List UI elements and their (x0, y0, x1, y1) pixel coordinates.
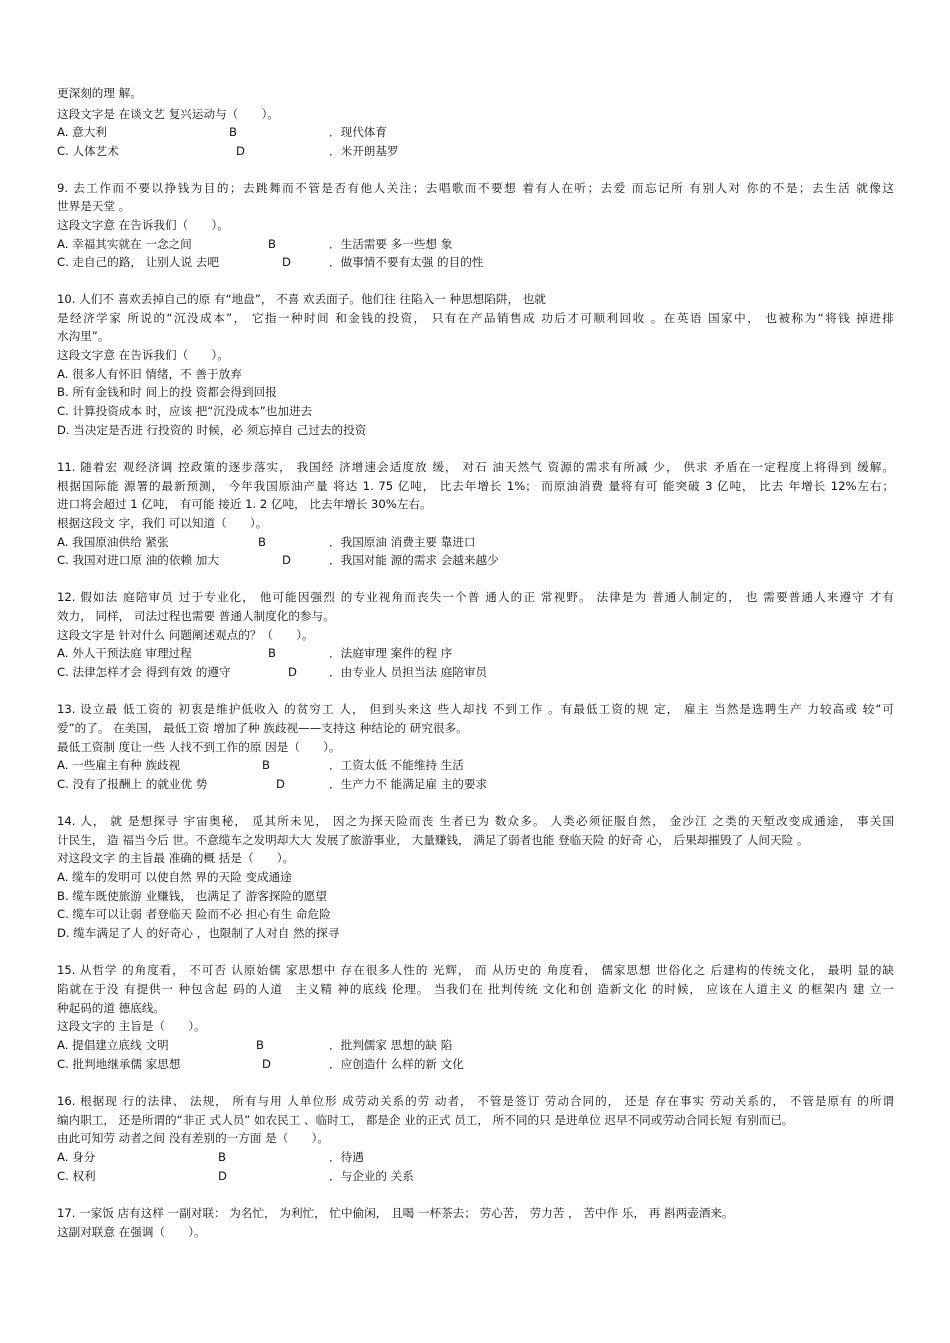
q12-text-line: 12. 假如法 庭陪审员 过于专业化， 他可能因强烈 的专业视角而丧失一个普 通人的正 常视野。 法律是为 普通人制定的， 也 需要普通人来遵守 才有 (57, 590, 894, 604)
q9-option-b-text: ．生活需要 多一些想 象 (329, 237, 453, 251)
q16-option-b-text: ．待遇 (329, 1150, 364, 1164)
q10-option-d: D. 当决定是否进 行投资的 时候，必 须忘掉自 己过去的投资 (57, 423, 367, 437)
intro-question-stem: 这段文字是 在谈文艺 复兴运动与（ ）。 (57, 107, 279, 121)
q15-option-a: A. 提倡建立底线 文明 (57, 1038, 169, 1052)
q15-question-stem: 这段文字的 主旨是（ ）。 (57, 1019, 206, 1033)
q15-option-b-text: ．批判儒家 思想的缺 陷 (329, 1038, 453, 1052)
q16-option-a: A. 身分 (57, 1150, 96, 1164)
q11-question-stem: 根据这段文 字，我们 可以知道（ ）。 (57, 516, 268, 530)
q16-option-d-letter: D (218, 1169, 227, 1183)
q11-text-line: 进口将会超过 1 亿吨， 有可能 接近 1. 2 亿吨， 比去年增长 30%左右。 (57, 497, 432, 511)
q11-option-c: C. 我国对进口原 油的依赖 加大 (57, 553, 219, 567)
q15-option-d-letter: D (262, 1057, 271, 1071)
q14-option-a: A. 缆车的发明可 以使自然 界的天险 变成通途 (57, 870, 292, 884)
q11-text-line: 11. 随着宏 观经济调 控政策的逐步落实， 我国经 济增速会适度放 缓， 对石 油天然气 资源的需求有所减 少， 供求 矛盾在一定程度上将得到 缓解。 (57, 460, 894, 474)
q15-option-d-text: ．应创造什 么样的新 文化 (329, 1057, 464, 1071)
q13-text-line: 爱”的了。 在美国， 最低工资 增加了种 族歧视——支持这 种结论的 研究很多。 (57, 721, 468, 735)
q17-text-line: 17. 一家饭 店有这样 一副对联： 为名忙， 为利忙， 忙中偷闲， 且喝 一杯茶去； 劳心苦， 劳力苦 ， 苦中作 乐， 再 斟两壶酒来。 (57, 1206, 734, 1220)
q10-option-b: B. 所有金钱和时 间上的投 资都会得到回报 (57, 385, 277, 399)
q14-option-c: C. 缆车可以让弱 者登临天 险而不必 担心有生 命危险 (57, 907, 331, 921)
q9-option-d-text: ．做事情不要有太强 的目的性 (329, 255, 484, 269)
q14-option-d: D. 缆车满足了人 的好奇心 ，也限制了人对自 然的探寻 (57, 926, 340, 940)
q12-option-b-text: ．法庭审理 案件的程 序 (329, 646, 453, 660)
q14-option-b: B. 缆车既使旅游 业赚钱， 也满足了 游客探险的愿望 (57, 889, 327, 903)
q12-option-a: A. 外人干预法庭 审理过程 (57, 646, 192, 660)
q13-question-stem: 最低工资制 度让一些 人找不到工作的原 因是（ ）。 (57, 740, 341, 754)
q17-question-stem: 这副对联意 在强调（ ）。 (57, 1225, 206, 1239)
q10-option-c: C. 计算投资成本 时，应该 把“沉没成本”也加进去 (57, 404, 313, 418)
intro-option-c: C. 人体艺术 (57, 144, 119, 158)
q12-option-d-letter: D (288, 665, 297, 679)
q11-option-a: A. 我国原油供给 紧张 (57, 535, 169, 549)
q12-option-c: C. 法律怎样才会 得到有效 的遵守 (57, 665, 231, 679)
q15-text-line: 陷就在于没 有提供一 种包含起 码的人道 主义精 神的底线 伦理。 当我们在 批判传统 文化和创 造新文化 的时候， 应该在人道主义 的框架内 建 立一 (57, 982, 894, 996)
q9-text-line: 9. 去工作而不要以挣钱为目的；去跳舞而不管是否有他人关注；去唱歌而不要想 着有人在听；去爱 而忘记所 有别人对 你的不是；去生活 就像这 (57, 181, 894, 195)
q13-option-b-letter: B (262, 758, 270, 772)
q9-question-stem: 这段文字意 在告诉我们（ ）。 (57, 218, 229, 232)
q10-text-line: 水沟里”。 (57, 329, 110, 343)
q10-option-a: A. 很多人有怀旧 情绪，不 善于放弃 (57, 367, 242, 381)
q14-text-line: 计民生， 造 福当今后 世。不意缆车之发明却大大 发展了旅游事业， 大量赚钱， 满足了弱者也能 登临天险 的好奇 心， 后果却摧毁了 人间天险 。 (57, 833, 809, 847)
q11-text-line: 根据国际能 源署的最新预测， 今年我国原油产量 将达 1. 75 亿吨， 比去年增长 1%； 而原油消费 量将有可 能突破 3 亿吨， 比去 年增长 12%左右； (57, 479, 894, 493)
q9-option-a: A. 幸福其实就在 一念之间 (57, 237, 192, 251)
intro-option-b-text: ．现代体育 (329, 125, 387, 139)
q9-option-b-letter: B (268, 237, 276, 251)
q10-text-line: 10. 人们不 喜欢丢掉自己的原 有“地盘”， 不喜 欢丢面子。他们往 往陷入一 种思想陷阱， 也就 (57, 292, 546, 306)
q13-option-c: C. 没有了报酬上 的就业优 势 (57, 777, 208, 791)
intro-option-d-letter: D (236, 144, 245, 158)
q16-option-c: C. 权利 (57, 1169, 96, 1183)
q14-text-line: 14. 人， 就 是想探寻 宇宙奥秘， 觅其所未见， 因之为探天险而丧 生者已为 数众多。 人类必须征服自然， 金沙江 之类的天堑改变成通途， 事关国 (57, 814, 894, 828)
q12-option-d-text: ．由专业人 员担当法 庭陪审员 (329, 665, 488, 679)
intro-option-d-text: ．米开朗基罗 (329, 144, 399, 158)
intro-option-a: A. 意大利 (57, 125, 107, 139)
q13-option-b-text: ．工资太低 不能维持 生活 (329, 758, 464, 772)
q9-option-d-letter: D (282, 255, 291, 269)
q11-option-b-text: ．我国原油 消费主要 靠进口 (329, 535, 476, 549)
intro-text-line: 更深刻的理 解。 (57, 86, 142, 100)
q16-text-line: 编内职工， 还是所谓的“非正 式人员” 如农民工 、临时工， 都是企 业的正式 员工， 所不同的只 是进单位 迟早不同或劳动合同长短 有别而已。 (57, 1113, 794, 1127)
q11-option-b-letter: B (258, 535, 266, 549)
q12-option-b-letter: B (268, 646, 276, 660)
q13-option-d-letter: D (276, 777, 285, 791)
q10-text-line: 是经济学家 所说的“沉没成本”， 它指一种时间 和金钱的投资， 只有在产品销售成 功后才可顺利回收 。在英语 国家中， 也被称为“将钱 掉进排 (57, 311, 894, 325)
q11-option-d-text: ．我国对能 源的需求 会越来越少 (329, 553, 499, 567)
q13-option-d-text: ．生产力不 能满足雇 主的要求 (329, 777, 488, 791)
q15-option-b-letter: B (256, 1038, 264, 1052)
q10-question-stem: 这段文字意 在告诉我们（ ）。 (57, 348, 229, 362)
q11-option-d-letter: D (282, 553, 291, 567)
q15-text-line: 种起码的道 德底线。 (57, 1001, 166, 1015)
q15-text-line: 15. 从哲学 的角度看， 不可否 认原始儒 家思想中 存在很多人性的 光辉， 而 从历史的 角度看， 儒家思想 世俗化之 后建构的传统文化， 最明 显的缺 (57, 963, 894, 977)
intro-option-b-letter: B (229, 125, 237, 139)
q16-option-d-text: ．与企业的 关系 (329, 1169, 414, 1183)
q13-option-a: A. 一些雇主有种 族歧视 (57, 758, 181, 772)
q9-text-line: 世界是天堂 。 (57, 199, 131, 213)
q12-text-line: 效力， 同样， 司法过程也需要 普通人制度化的参与。 (57, 609, 335, 623)
q9-option-c: C. 走自己的路， 让别人说 去吧 (57, 255, 219, 269)
q16-question-stem: 由此可知劳 动者之间 没有差别的一方面 是（ ）。 (57, 1131, 329, 1145)
q15-option-c: C. 批判地继承儒 家思想 (57, 1057, 181, 1071)
q13-text-line: 13. 设立最 低工资的 初衷是维护低收入 的贫穷工 人， 但到头来这 些人却找 不到工作 。有最低工资的规 定， 雇主 当然是选聘生产 力较高或 较“可 (57, 702, 894, 716)
q14-question-stem: 对这段文字 的主旨最 准确的概 括是（ ）。 (57, 851, 295, 865)
q12-question-stem: 这段文字是 针对什么 问题阐述观点的？（ ）。 (57, 628, 314, 642)
q16-option-b-letter: B (218, 1150, 226, 1164)
q16-text-line: 16. 根据现 行的法律、 法规， 所有与用 人单位形 成劳动关系的劳 动者， 不管是签订 劳动合同的， 还是 存在事实 劳动关系的， 不管是原有 的所谓 (57, 1094, 894, 1108)
